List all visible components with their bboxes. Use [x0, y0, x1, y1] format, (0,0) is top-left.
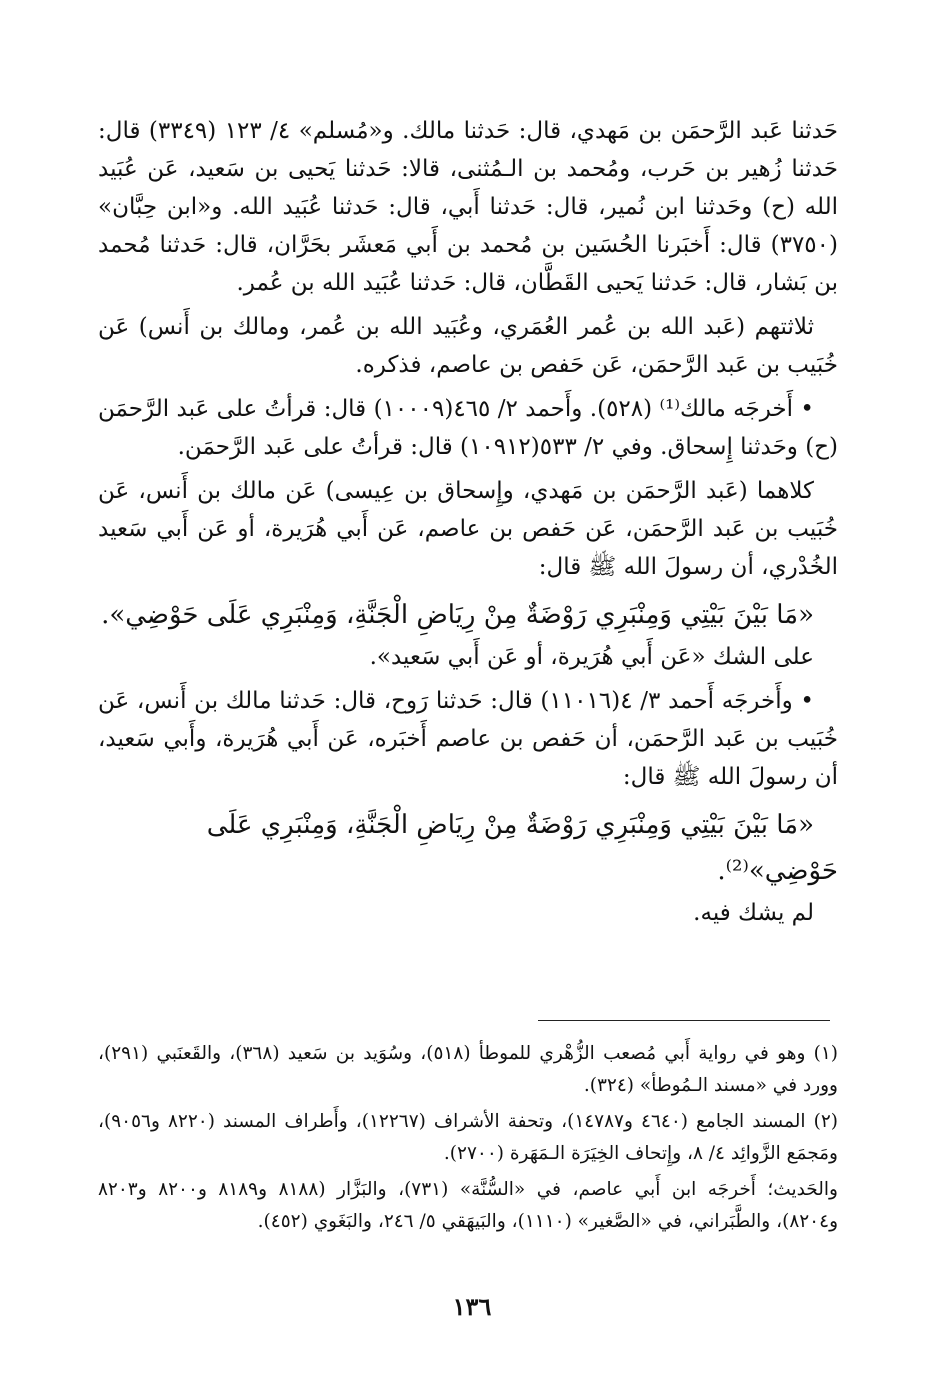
footnote-1: (١) وهو في رواية أَبي مُصعب الزُّهْري للموطأ (٥١٨)، وسُوَيد بن سَعيد (٣٦٨)، والقَعنَبي (٢٩١)، وورد في «مسند الـمُوطأ» (٣٢٤). [98, 1043, 838, 1096]
paragraph-no-doubt-note: لم يشك فيه. [693, 900, 814, 926]
main-text [98, 112, 838, 932]
footnote-divider [538, 1020, 830, 1021]
hadith-text-2: «مَا بَيْنَ بَيْتِي وَمِنْبَرِي رَوْضَةٌ مِنْ رِيَاضِ الْجَنَّةِ، وَمِنْبَرِي عَلَى حَوْضِي»⁽²⁾. [206, 810, 838, 886]
takhrij-2-text: وأَخرجَه أَحمد ٣/ ٤(١١٠١٦) قال: حَدثنا رَوح، قال: حَدثنا مالك بن أَنس، عَن خُبَيب بن عَبد الرَّحمَن، أن حَفص بن عاصم أَخبَره، عَن أَبي هُرَيرة، وأَبي سَعيد، أن رسولَ الله ﷺ قال: [98, 688, 838, 790]
footnotes [98, 1038, 838, 1242]
paragraph-doubt-note: على الشك «عَن أَبي هُرَيرة، أو عَن أَبي سَعيد». [369, 644, 814, 670]
paragraph-isnad-1: حَدثنا عَبد الرَّحمَن بن مَهدي، قال: حَدثنا مالك. و«مُسلم» ٤/ ١٢٣ (٣٣٤٩) قال: حَدثنا زُهير بن حَرب، ومُحمد بن الـمُثنى، قالا: حَدثنا يَحيى بن سَعيد، عَن عُبَيد الله (ح) وحَدثنا ابن نُمير، قال: حَدثنا أَبي، قال: حَدثنا عُبَيد الله. و«ابن حِبَّان» (٣٧٥٠) قال: أَخبَرنا الحُسَين بن مُحمد بن أَبي مَعشَر بحَرَّان، قال: حَدثنا مُحمد بن بَشار، قال: حَدثنا يَحيى القَطَّان، قال: حَدثنا عُبَيد الله بن عُمر. [98, 118, 839, 296]
footnote-3: والحَديث؛ أَخرجَه ابن أَبي عاصم، في «السُّنَّة» (٧٣١)، والبَزَّار (٨١٨٨ و٨١٨٩ و٨٢٠٠ و٨٢٠٣ و٨٢٠٤)، والطَّبَراني، في «الصَّغير» (١١١٠)، والبَيهَقي ٥/ ٢٤٦، والبَغَوي (٤٥٢). [98, 1179, 838, 1232]
paragraph-isnad-2: ثلاثتهم (عَبد الله بن عُمر العُمَري، وعُبَيد الله بن عُمر، ومالك بن أَنس) عَن خُبَيب بن عَبد الرَّحمَن، عَن حَفص بن عاصم، فذكره. [98, 314, 838, 378]
takhrij-1-text: أَخرجَه مالك⁽¹⁾ (٥٢٨). وأَحمد ٢/ ٤٦٥(١٠٠٠٩) قال: قرأتُ على عَبد الرَّحمَن (ح) وحَدثنا إِسحاق. وفي ٢/ ٥٣٣(١٠٩١٢) قال: قرأتُ على عَبد الرَّحمَن. [98, 396, 838, 460]
footnote-2: (٢) المسند الجامع (٤٦٤٠ و١٤٧٨٧)، وتحفة الأشراف (١٢٢٦٧)، وأَطراف المسند (٨٢٢٠ و٩٠٥٦)، ومَجمَع الزَّوائِد ٤/ ٨، وإِتحاف الخِيَرَة الـمَهَرة (٢٧٠٠). [98, 1111, 838, 1164]
hadith-text-1: «مَا بَيْنَ بَيْتِي وَمِنْبَرِي رَوْضَةٌ مِنْ رِيَاضِ الْجَنَّةِ، وَمِنْبَرِي عَلَى حَوْضِي». [101, 600, 814, 630]
paragraph-takhrij-1 [98, 390, 838, 466]
page-number: ١٣٦ [452, 1292, 492, 1321]
paragraph-takhrij-2 [98, 682, 838, 796]
paragraph-isnad-3: كلاهما (عَبد الرَّحمَن بن مَهدي، وإِسحاق بن عِيسى) عَن مالك بن أَنس، عَن خُبَيب بن عَبد الرَّحمَن، عَن حَفص بن عاصم، عَن أَبي هُرَيرة، أو عَن أَبي سَعيد الخُدْري، أن رسولَ الله ﷺ قال: [98, 478, 838, 580]
